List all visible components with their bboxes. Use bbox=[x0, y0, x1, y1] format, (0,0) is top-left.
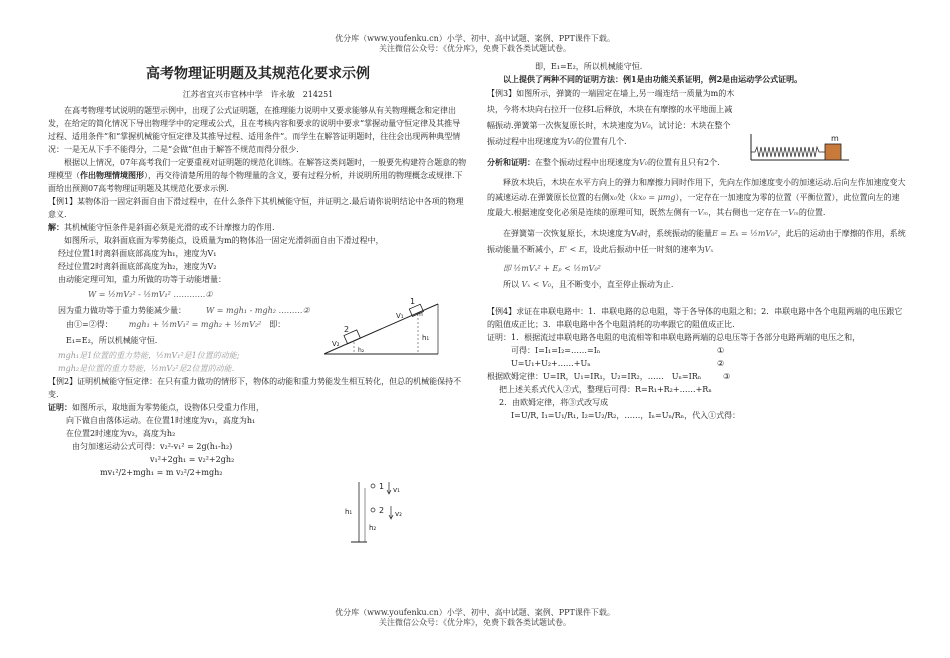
an2-x0: x₀ bbox=[609, 193, 618, 202]
analysis-paragraph-3 bbox=[487, 226, 907, 258]
analysis-line-5 bbox=[487, 278, 907, 291]
footer-line-1: 优分库（www.youfenku.cn）小学、初中、高中试题、案例、PPT课件下载。 bbox=[335, 608, 615, 617]
spring-coil bbox=[751, 147, 825, 157]
analysis-text-1: 在整个振动过程中出现速度为 bbox=[535, 158, 639, 167]
right-top-line: 即，E₁=E₂，所以机械能守恒. bbox=[535, 62, 643, 71]
intro2-bold: 作出物理情境图形 bbox=[80, 170, 144, 180]
fig1-label-1: 1 bbox=[410, 297, 416, 306]
equation-3: mgh₁ + ½mV₁² = mgh₂ + ½mV₂² bbox=[128, 320, 262, 329]
left-column bbox=[48, 60, 468, 479]
an2-vm-a: Vₘ bbox=[697, 208, 709, 217]
an2-text-d: ），一定存在一加速度为零的位置（平衡位置），此位置向左的速度最大.根据速度变化必须是连续的原理可知，既然左侧有一 bbox=[487, 193, 900, 217]
step5-text: 因为重力做功等于重力势能减少量： bbox=[58, 306, 186, 315]
spring-block-figure bbox=[745, 130, 853, 166]
ex4-proof-line-7: I=U/R, I₁=U₁/R₁, I₂=U₂/R₂，……，Iₙ=Uₙ/Rₙ，代入①式得： bbox=[511, 411, 741, 420]
an5-inequality: Vₓ < V₀ bbox=[521, 280, 551, 289]
free-fall-figure bbox=[345, 478, 425, 548]
an4-label: 即 bbox=[503, 264, 511, 273]
equation-2: W = mgh₁ - mgh₂ ………② bbox=[206, 306, 310, 315]
e4d-text: 根据欧姆定律：U=IR，U₁=IR₁，U₂=IR₂，…… Uₙ=IRₙ bbox=[487, 372, 702, 381]
solution-text: 其机械能守恒条件是斜面必须是光滑的或不计摩擦力的作用. bbox=[64, 223, 275, 232]
incline-figure bbox=[322, 296, 442, 358]
an3-vx: Vₓ bbox=[704, 245, 714, 254]
solution-step-5 bbox=[48, 304, 313, 317]
step6-conclusion: 即：E₁=E₂，所以机械能守恒. bbox=[66, 320, 286, 345]
ex3-v0-b: V₀ bbox=[567, 137, 576, 146]
analysis-label: 分析和证明： bbox=[487, 157, 535, 167]
e4c-text: U=U₁+U₂+……+Uₙ bbox=[511, 359, 591, 368]
proof-label: 证明： bbox=[48, 402, 72, 412]
equation-1: W = ½mV₂² - ½mV₁² …………① bbox=[88, 290, 213, 299]
intro-paragraph-2 bbox=[48, 156, 468, 195]
author-line: 江苏省宜兴市官林中学 许永敏 214251 bbox=[182, 90, 334, 99]
ex3-text-a: 【例3】如图所示，弹簧的一端固定在墙上,另一端连结一质量为m的木块，今将木块向右拉开一位移L后释放，木块在有摩擦的水平地面上减幅振动.弹簧第一次恢复原长时，木块速度为 bbox=[487, 89, 735, 130]
an3-text: 在弹簧第一次恢复原长，木块速度为V₀时，系统振动的能量 bbox=[503, 229, 712, 238]
fig2-v2-label: v₂ bbox=[395, 510, 402, 518]
solution-step-6 bbox=[48, 317, 313, 349]
ex4-proof-line-3 bbox=[487, 357, 907, 370]
solution-step-2: 经过位置1时离斜面底部高度为h₁，速度为V₁ bbox=[58, 249, 217, 258]
header-line-2: 关注微信公众号：《优分库》，免费下载各类试题试卷。 bbox=[379, 44, 571, 53]
ex3-v0-a: V₀ bbox=[641, 121, 651, 130]
an5-label: 所以 bbox=[503, 280, 519, 289]
fig2-v1-label: v₁ bbox=[393, 486, 400, 494]
fig1-h1-label: h₁ bbox=[422, 334, 430, 342]
analysis-line-4 bbox=[487, 262, 907, 275]
proof-line-2: 向下做自由落体运动。在位置1时速度为v₁，高度为h₁ bbox=[66, 416, 256, 425]
meaning-2: mgh₂是位置的重力势能，½mV₂²是2位置的动能. bbox=[58, 364, 235, 373]
fig2-h2-label: h₂ bbox=[369, 524, 377, 532]
example-1-question: 【例1】某物体沿一固定斜面自由下滑过程中，在什么条件下其机械能守恒，并证明之.最后请你说明结论中各项的物理意义. bbox=[48, 197, 464, 219]
fig1-label-2: 2 bbox=[344, 325, 350, 334]
intro2-c: ），再交待清楚所用的每个物理量的含义，要有过程分析，并说明所用的物理概念或规律.下面给出预测07高考物理证明题及其规范化要求示例. bbox=[48, 171, 463, 193]
footer-line-2: 关注微信公众号：《优分库》，免费下载各类试题试卷。 bbox=[379, 618, 571, 627]
an2-text-b: 处（ bbox=[617, 193, 634, 202]
fig3-m-label: m bbox=[831, 134, 839, 143]
an2-text: 释放木块后，木块在水平方向上的弹力和摩擦力同时作用下，先向左作加速度变小的加速运动.后向左作加速度变大的减速运动.在弹簧原长位置的右侧 bbox=[487, 178, 906, 202]
proof-line-5: v₁²+2gh₁ = v₂²+2gh₂ bbox=[150, 455, 235, 464]
solution-label: 解： bbox=[48, 222, 64, 232]
example-2-question: 【例2】证明机械能守恒定律：在只有重力做功的情形下，物体的动能和重力势能发生相互转化，但总的机械能保持不变. bbox=[48, 377, 462, 399]
solution-step-3: 经过位置2时离斜面底部高度为h₂，速度为V₂ bbox=[58, 262, 217, 271]
an4-inequality: ½mVₓ² + Eₚ < ½mV₀² bbox=[513, 264, 601, 273]
an3-text-c: ，此后的运动由于摩擦的作用，系统振动能量不断减小， bbox=[487, 229, 906, 254]
ex4-proof-line-2 bbox=[487, 344, 907, 357]
page-header bbox=[0, 34, 950, 54]
proof-text-1: 如图所示，取地面为零势能点，设物体只受重力作用， bbox=[72, 403, 264, 412]
step6-text: 由①=②得： bbox=[66, 320, 113, 329]
ball-position-1 bbox=[371, 484, 375, 488]
solution-step-1: 如图所示，取斜面底面为零势能点，设质量为m的物体沿一固定光滑斜面自由下滑过程中， bbox=[64, 236, 384, 245]
page-footer bbox=[0, 608, 950, 628]
proof-line-3: 在位置2时速度为v₂，高度为h₂ bbox=[66, 429, 176, 438]
example-1-solution bbox=[48, 221, 468, 234]
marker-3: ③ bbox=[723, 372, 731, 381]
ex3-text-c: 的位置有几个. bbox=[575, 137, 627, 146]
spring-block bbox=[825, 144, 841, 160]
fig1-h2-label: h₂ bbox=[358, 347, 365, 354]
fig1-v2-label: V₂ bbox=[332, 340, 340, 348]
an2-vm-b: Vₘ bbox=[788, 208, 799, 217]
intro-paragraph-1: 在高考物理考试说明的题型示例中，出现了公式证明题，在推理能力说明中又要求能够从有关物理概念和定律出发，在给定的简化情况下导出物理学中的定理或公式，且在考核内容和要求的说明中要求“掌握动量守恒定律及其推导过程、适用条件”和“掌握机械能守恒定律及其推导过程、适用条件”。而学生在解答证明题时，往往会出现两种典型情况：一是无从下手不能得分，二是“会做”但由于解答不规范而得分很少. bbox=[48, 106, 461, 154]
proof-line-1 bbox=[48, 401, 338, 414]
proof-line-6: mv₁²/2+mgh₁ = m v₂²/2+mgh₂ bbox=[100, 468, 223, 477]
an3-text-e: ，设此后振动中任一时刻的速率为 bbox=[584, 245, 705, 254]
right-column bbox=[487, 60, 907, 422]
fig2-pos2-label: 2 bbox=[379, 506, 385, 515]
proof-line-4: 由匀加速运动公式可得：v₂²-v₁² = 2g(h₁-h₂) bbox=[72, 442, 233, 451]
fig2-pos1-label: 1 bbox=[379, 482, 385, 491]
an2-text-e: ，其右侧也一定存在一 bbox=[708, 208, 789, 217]
intro2-a: 根据以上情况，07年高考我们一定要重视对证明题的规范化训练。在解答这类问题时，一般要先构建符合题意的物理模型（ bbox=[48, 158, 467, 180]
ex4-proof-line-1: 证明：1．根据流过串联电路各电阻的电流相等和串联电路两端的总电压等于各部分电路两端的电压之和， bbox=[487, 333, 861, 342]
page-title: 高考物理证明题及其规范化要求示例 bbox=[146, 66, 370, 82]
ex3-text-b: ，试讨论：木块在整个振动过程中出现速度为 bbox=[487, 121, 731, 146]
fig1-m-label: m bbox=[417, 311, 423, 318]
example-3-question bbox=[487, 86, 737, 150]
header-line-1: 优分库（www.youfenku.cn）小学、初中、高中试题、案例、PPT课件下载。 bbox=[335, 34, 615, 43]
an3-energy-eq: E = Eₖ = ½mV₀² bbox=[711, 229, 778, 238]
ex4-proof-line-6: 2．由欧姆定律，将③式改写成 bbox=[499, 398, 609, 407]
an5-text: ，且不断变小，直至停止振动为止. bbox=[550, 280, 674, 289]
analysis-paragraph-2 bbox=[487, 175, 907, 220]
ball-position-2 bbox=[371, 508, 375, 512]
solution-step-4: 由动能定理可知，重力所做的功等于动能增量： bbox=[58, 275, 226, 284]
e4b-text: 可得：I=I₁=I₂=……=Iₙ bbox=[511, 346, 601, 355]
analysis-v0: V₀ bbox=[639, 158, 648, 167]
analysis-text-1b: 的位置有且只有2个. bbox=[647, 158, 720, 167]
example-4-question: 【例4】求证在串联电路中：1．串联电路的总电阻，等于各导体的电阻之和；2．串联电路中各个电阻两端的电压跟它的阻值成正比；3．串联电路中各个电阻消耗的功率跟它的阻值成正比. bbox=[487, 307, 903, 329]
an2-equation: kx₀ = μmg bbox=[633, 193, 676, 202]
methods-summary: 以上提供了两种不同的证明方法：例1是由功能关系证明，例2是由运动学公式证明。 bbox=[503, 74, 803, 84]
fig1-v1-label: V₁ bbox=[396, 312, 404, 320]
marker-1: ① bbox=[717, 346, 725, 355]
an3-inequality: E' < E bbox=[559, 245, 585, 254]
meaning-1: mgh₁是1位置的重力势能，½mV₁²是1位置的动能; bbox=[58, 351, 240, 360]
marker-2: ② bbox=[717, 359, 725, 368]
an2-text-f: 的位置. bbox=[798, 208, 826, 217]
fig2-h1-label: h₁ bbox=[345, 508, 353, 516]
ex4-proof-line-5: 把上述关系式代入②式，整理后可得：R=R₁+R₂+……+Rₙ bbox=[499, 385, 712, 394]
ex4-proof-line-4 bbox=[487, 370, 907, 383]
